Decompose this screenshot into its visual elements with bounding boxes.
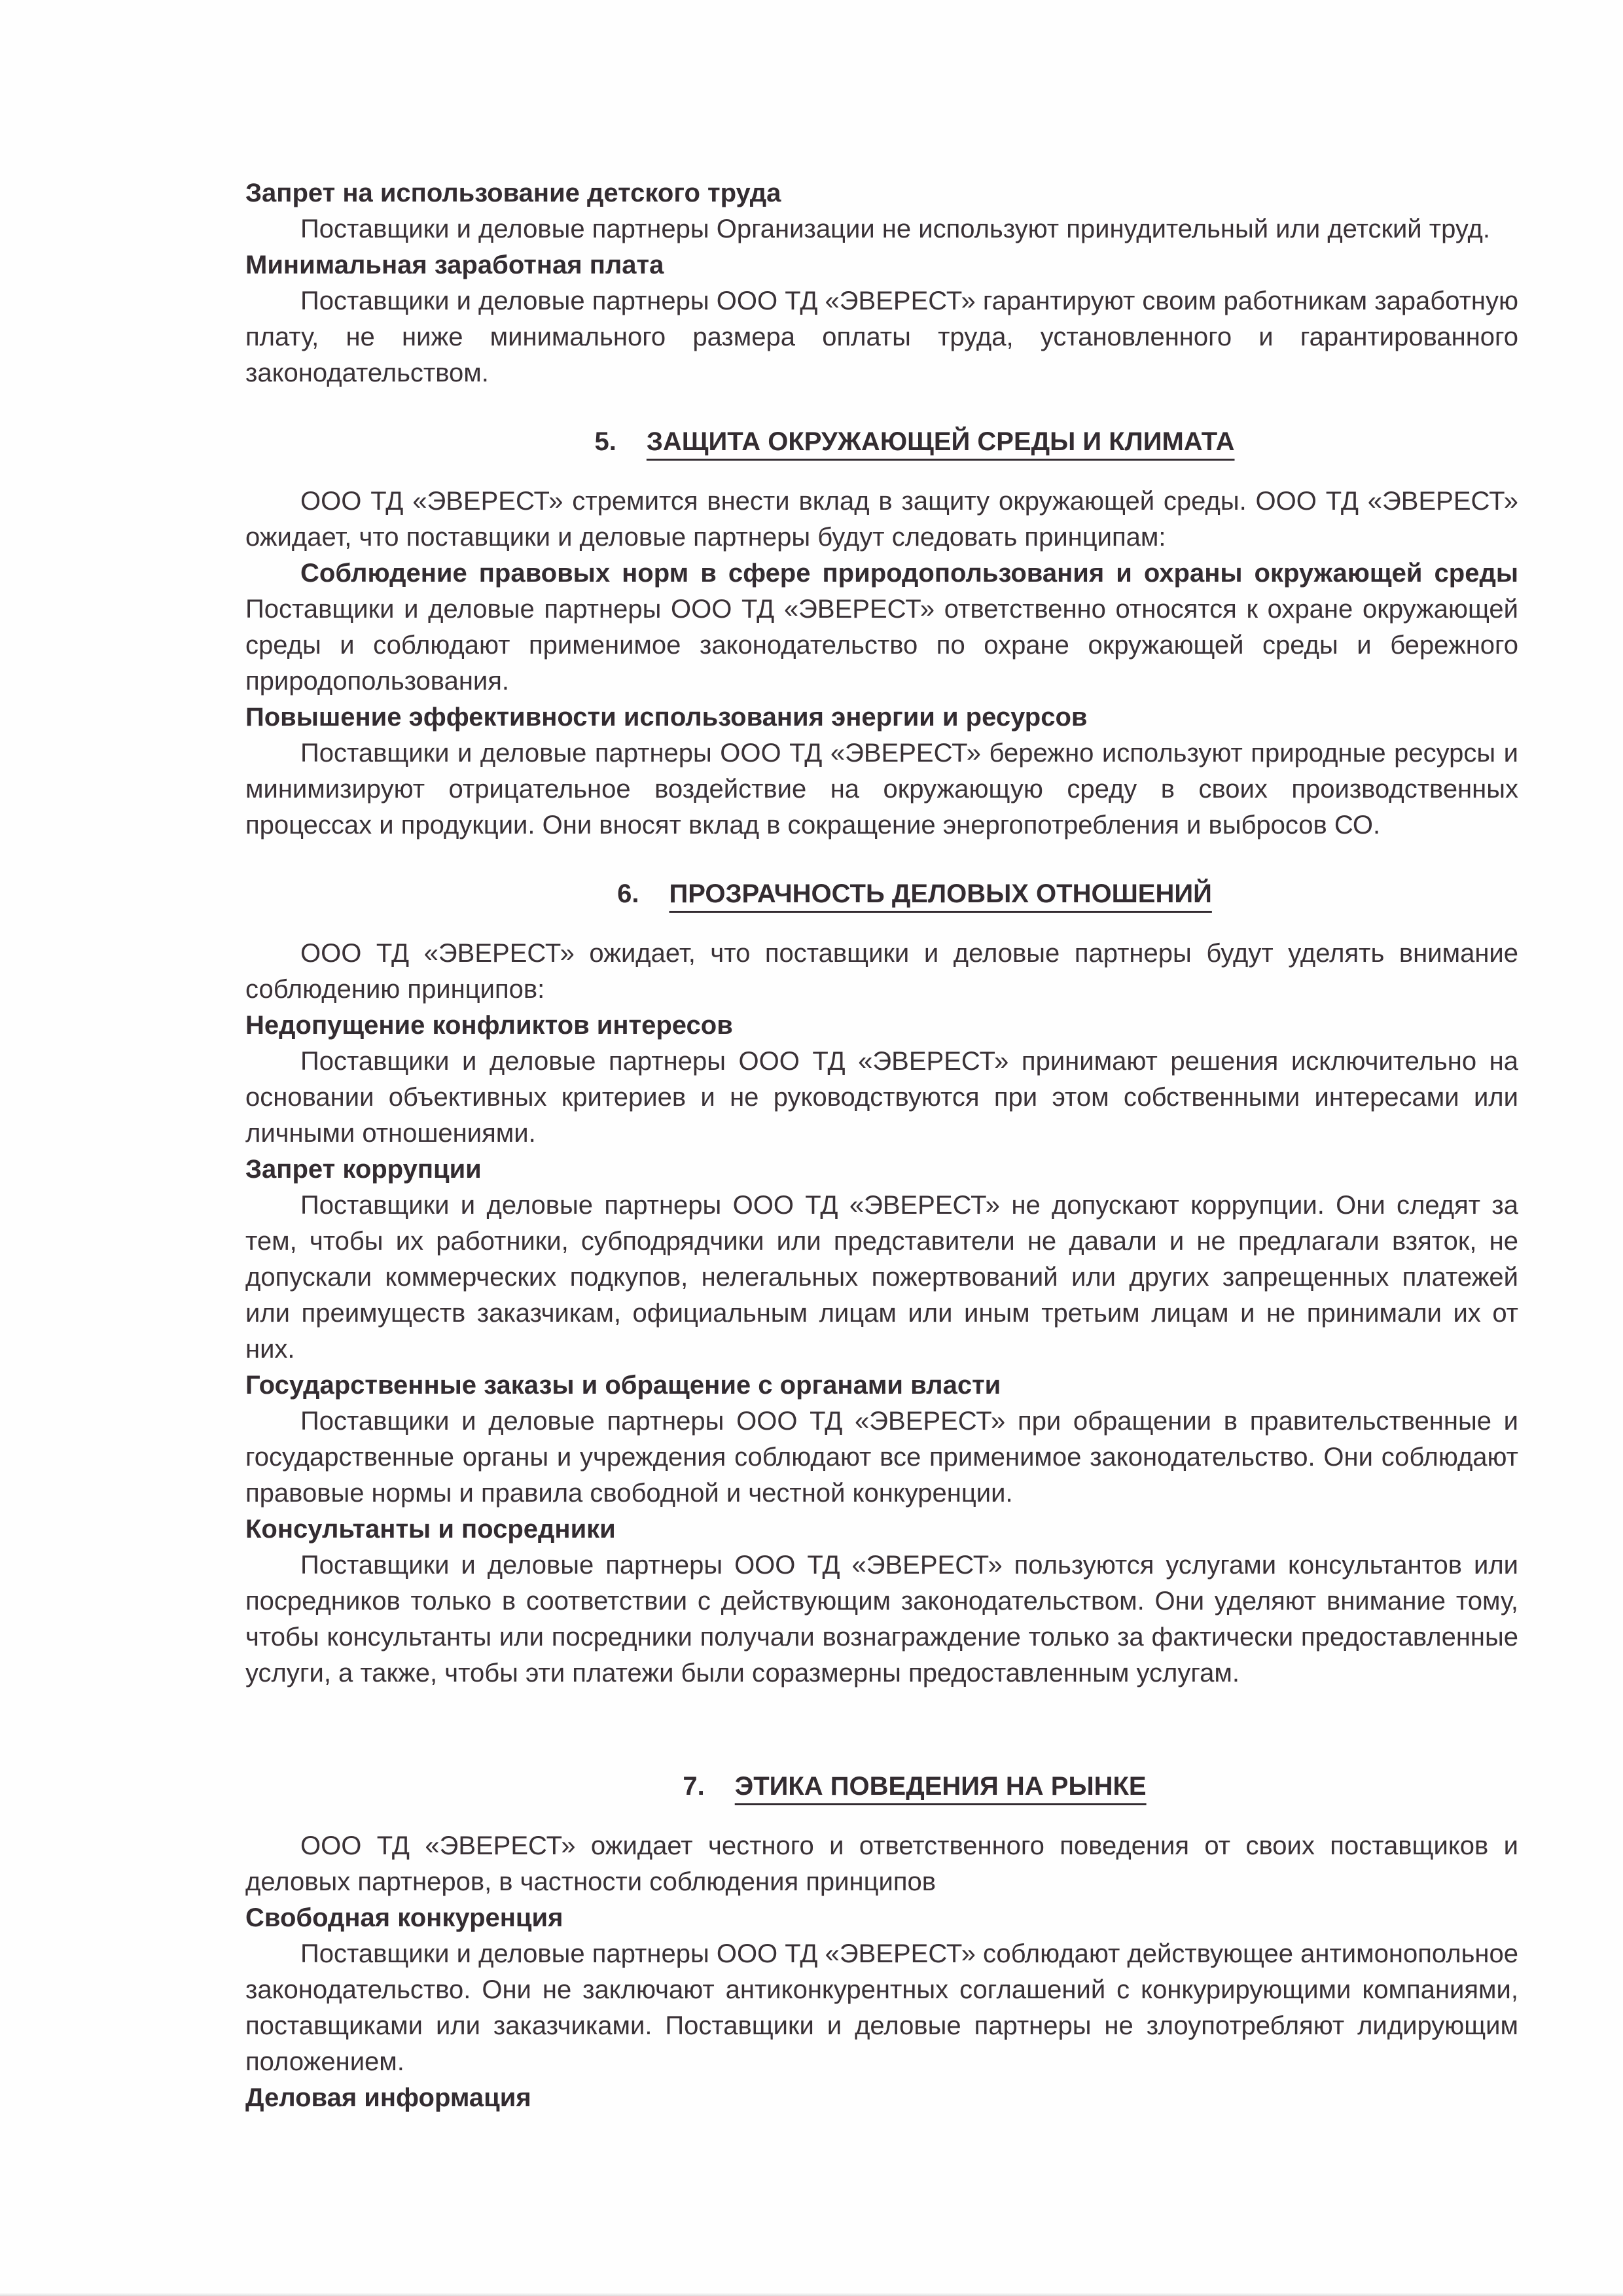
- paragraph-environment-intro: ООО ТД «ЭВЕРЕСТ» стремится внести вклад в защиту окружающей среды. ООО ТД «ЭВЕРЕСТ» ожидает, что поставщики и деловые партнеры будут следовать принципам:: [245, 487, 1518, 552]
- subheading-environmental-law-compliance: Соблюдение правовых норм в сфере природопользования и охраны окружающей среды: [300, 559, 1518, 588]
- section-6-title: ПРОЗРАЧНОСТЬ ДЕЛОВЫХ ОТНОШЕНИЙ: [669, 879, 1212, 908]
- paragraph-consultants: Поставщики и деловые партнеры ООО ТД «ЭВЕРЕСТ» пользуются услугами консультантов или посредников только в соответствии с действующим законодательством. Они уделяют внимание тому, чтобы консультанты или посредники получали вознаграждение только за фактически предоставленные услуги, а также, чтобы эти платежи были соразмерны предоставленным услугам.: [245, 1551, 1518, 1687]
- subheading-business-information: Деловая информация: [245, 2083, 531, 2112]
- subheading-minimum-wage: Минимальная заработная плата: [245, 251, 664, 279]
- paragraph-conflict-of-interest: Поставщики и деловые партнеры ООО ТД «ЭВЕРЕСТ» принимают решения исключительно на основании объективных критериев и не руководствуются при этом собственными интересами или личными отношениями.: [245, 1047, 1518, 1148]
- document-body: [245, 175, 1518, 2116]
- subheading-consultants: Консультанты и посредники: [245, 1515, 616, 1544]
- section-7-number: 7.: [683, 1772, 705, 1801]
- subheading-free-competition: Свободная конкуренция: [245, 1903, 563, 1932]
- paragraph-environmental-law: Поставщики и деловые партнеры ООО ТД «ЭВЕРЕСТ» ответственно относятся к охране окружающей среды и соблюдают применимое законодательство по охране окружающей среды и бережного природопользования.: [245, 595, 1518, 696]
- paragraph-free-competition: Поставщики и деловые партнеры ООО ТД «ЭВЕРЕСТ» соблюдают действующее антимонопольное законодательство. Они не заключают антиконкурентных соглашений с конкурирующими компаниями, поставщиками или заказчиками. Поставщики и деловые партнеры не злоупотребляют лидирующим положением.: [245, 1939, 1518, 2076]
- scan-bottom-edge: [0, 2293, 1623, 2296]
- subheading-child-labor-ban: Запрет на использование детского труда: [245, 179, 781, 207]
- paragraph-corruption-ban: Поставщики и деловые партнеры ООО ТД «ЭВЕРЕСТ» не допускают коррупции. Они следят за тем, чтобы их работники, субподрядчики или представители не давали и не предлагали взяток, не допускали коммерческих подкупов, нелегальных пожертвований или других запрещенных платежей или преимуществ заказчикам, официальным лицам или иным третьим лицам и не принимали их от них.: [245, 1191, 1518, 1364]
- paragraph-transparency-intro: ООО ТД «ЭВЕРЕСТ» ожидает, что поставщики и деловые партнеры будут уделять внимание соблюдению принципов:: [245, 939, 1518, 1004]
- section-heading-5: [245, 424, 1518, 460]
- section-5-title: ЗАЩИТА ОКРУЖАЮЩЕЙ СРЕДЫ И КЛИМАТА: [646, 427, 1235, 456]
- paragraph-government-orders: Поставщики и деловые партнеры ООО ТД «ЭВЕРЕСТ» при обращении в правительственные и государственные органы и учреждения соблюдают все применимое законодательство. Они соблюдают правовые нормы и правила свободной и честной конкуренции.: [245, 1407, 1518, 1508]
- section-7-title: ЭТИКА ПОВЕДЕНИЯ НА РЫНКЕ: [734, 1772, 1147, 1801]
- section-heading-7: [245, 1769, 1518, 1805]
- subheading-energy-efficiency: Повышение эффективности использования энергии и ресурсов: [245, 703, 1088, 732]
- paragraph-minimum-wage: Поставщики и деловые партнеры ООО ТД «ЭВЕРЕСТ» гарантируют своим работникам заработную плату, не ниже минимального размера оплаты труда, установленного и гарантированного законодательством.: [245, 287, 1518, 387]
- paragraph-market-ethics-intro: ООО ТД «ЭВЕРЕСТ» ожидает честного и ответственного поведения от своих поставщиков и деловых партнеров, в частности соблюдения принципов: [245, 1831, 1518, 1896]
- subheading-corruption-ban: Запрет коррупции: [245, 1155, 482, 1184]
- section-6-number: 6.: [617, 879, 639, 908]
- section-5-number: 5.: [594, 427, 616, 456]
- subheading-conflict-of-interest: Недопущение конфликтов интересов: [245, 1011, 733, 1040]
- paragraph-child-labor: Поставщики и деловые партнеры Организации не используют принудительный или детский труд.: [300, 215, 1490, 243]
- paragraph-energy-efficiency: Поставщики и деловые партнеры ООО ТД «ЭВЕРЕСТ» бережно используют природные ресурсы и минимизируют отрицательное воздействие на окружающую среду в своих производственных процессах и продукции. Они вносят вклад в сокращение энергопотребления и выбросов СО.: [245, 739, 1518, 839]
- subheading-government-orders: Государственные заказы и обращение с органами власти: [245, 1371, 1001, 1400]
- section-heading-6: [245, 876, 1518, 912]
